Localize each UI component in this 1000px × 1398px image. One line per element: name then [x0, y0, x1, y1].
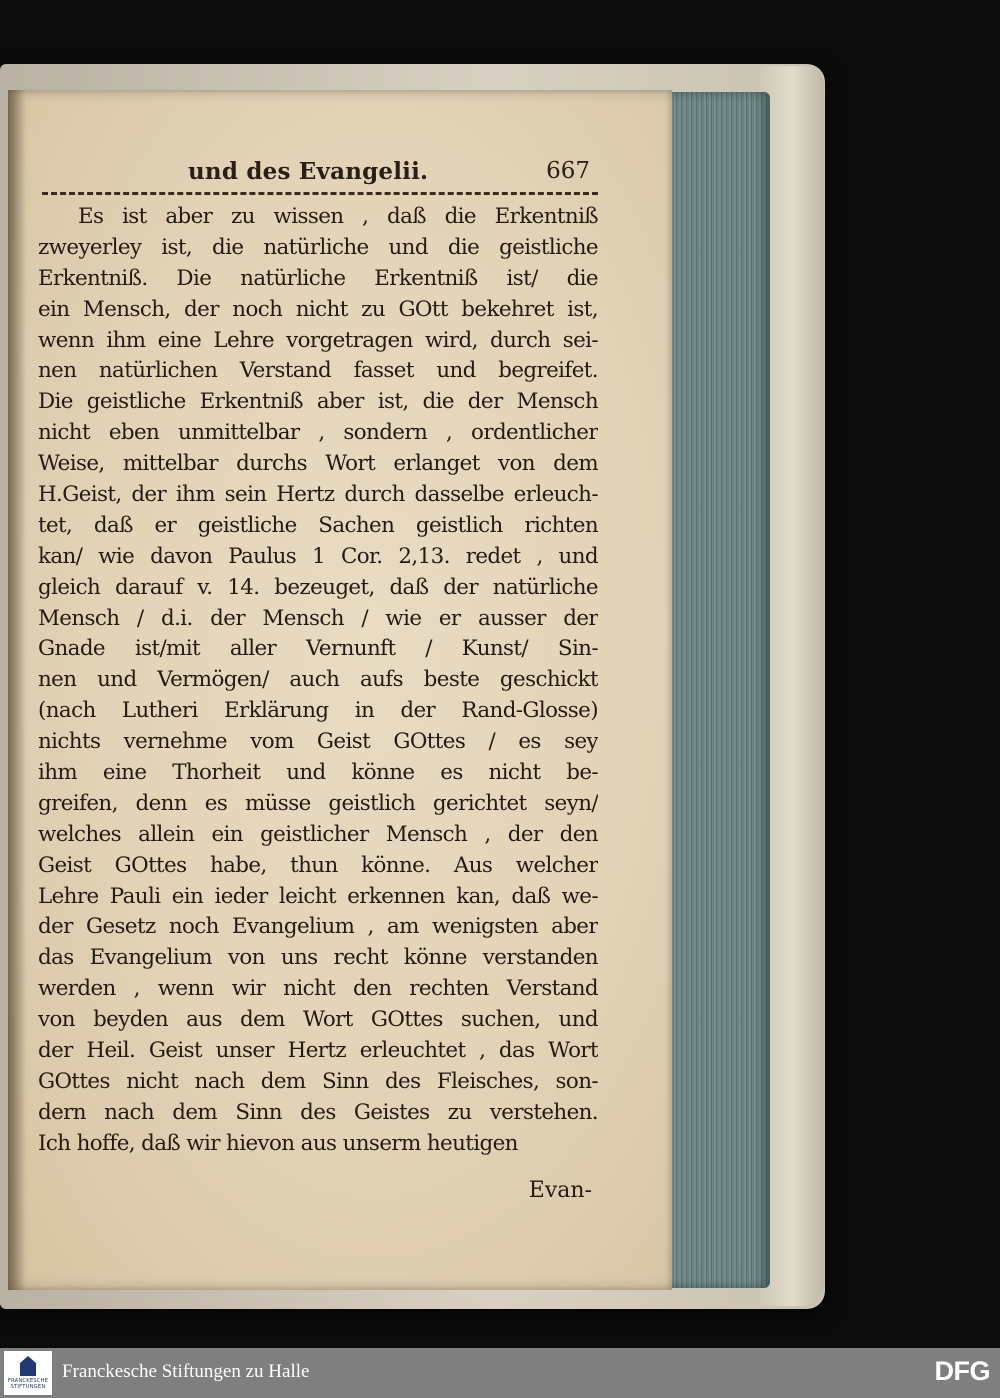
text-line: das Evangelium von uns recht könne verstanden: [38, 945, 598, 971]
text-line: H.Geist, der ihm sein Hertz durch dasselbe erleuch-: [38, 482, 598, 508]
text-line: nicht eben unmittelbar , sondern , ordentlicher: [38, 420, 598, 446]
text-line: GOttes nicht nach dem Sinn des Fleisches, son-: [38, 1068, 598, 1094]
page-number: 667: [546, 158, 590, 184]
text-line: welches allein ein geistlicher Mensch , der den: [38, 821, 598, 847]
text-line: der Heil. Geist unser Hertz erleuchtet , das Wort: [38, 1038, 598, 1064]
text-line: nen und Vermögen/ auch aufs beste geschickt: [38, 667, 598, 693]
page-edges: [668, 92, 770, 1288]
text-line: Lehre Pauli ein ieder leicht erkennen kan, daß we-: [38, 883, 598, 909]
footer-bar: [0, 1348, 1000, 1398]
franckesche-stiftungen-logo[interactable]: [4, 1351, 52, 1395]
text-line: wenn ihm eine Lehre vorgetragen wird, durch sei-: [38, 327, 598, 353]
text-line: Es ist aber zu wissen , daß die Erkentniß: [78, 204, 598, 229]
text-line: Ich hoffe, daß wir hievon aus unserm heutigen: [38, 1130, 518, 1156]
text-line: Die geistliche Erkentniß aber ist, die der Mensch: [38, 389, 598, 415]
text-line: Gnade ist/mit aller Vernunft / Kunst/ Sin-: [38, 636, 598, 662]
text-line: Erkentniß. Die natürliche Erkentniß ist/ die: [38, 265, 598, 291]
running-title: und des Evangelii.: [188, 158, 429, 185]
text-line: kan/ wie davon Paulus 1 Cor. 2,13. redet , und: [38, 543, 598, 569]
text-line: (nach Lutheri Erklärung in der Rand-Glosse): [38, 698, 598, 724]
text-line: ihm eine Thorheit und könne es nicht be-: [38, 760, 598, 786]
institution-name[interactable]: Franckesche Stiftungen zu Halle: [62, 1361, 310, 1382]
text-line: werden , wenn wir nicht den rechten Verstand: [38, 976, 598, 1002]
logo-text: FRANCKESCHE STIFTUNGEN: [7, 1378, 49, 1390]
text-line: Weise, mittelbar durchs Wort erlanget von dem: [38, 451, 598, 477]
body-text: [38, 202, 598, 1160]
text-line: dern nach dem Sinn des Geistes zu verstehen.: [38, 1099, 598, 1125]
running-head: [180, 158, 600, 188]
text-line: gleich darauf v. 14. bezeuget, daß der natürliche: [38, 574, 598, 600]
building-icon: [20, 1356, 36, 1376]
text-line: ein Mensch, der noch nicht zu GOtt bekehret ist,: [38, 296, 598, 322]
text-line: Mensch / d.i. der Mensch / wie er ausser der: [38, 605, 598, 631]
text-line: der Gesetz noch Evangelium , am wenigsten aber: [38, 914, 598, 940]
page-gutter-shadow: [8, 90, 26, 1290]
text-line: nen natürlichen Verstand fasset und begreifet.: [38, 358, 598, 384]
header-rule: [42, 192, 598, 195]
text-line: tet, daß er geistliche Sachen geistlich richten: [38, 512, 598, 538]
book-page: [8, 90, 672, 1290]
text-line: Geist GOttes habe, thun könne. Aus welcher: [38, 852, 598, 878]
text-line: von beyden aus dem Wort GOttes suchen, und: [38, 1007, 598, 1033]
text-line: nichts vernehme vom Geist GOttes / es sey: [38, 729, 598, 755]
catchword: Evan-: [528, 1178, 592, 1203]
text-line: greifen, denn es müsse geistlich gerichtet seyn/: [38, 790, 598, 816]
dfg-logo[interactable]: DFG: [934, 1356, 990, 1386]
text-line: zweyerley ist, die natürliche und die geistliche: [38, 234, 598, 260]
